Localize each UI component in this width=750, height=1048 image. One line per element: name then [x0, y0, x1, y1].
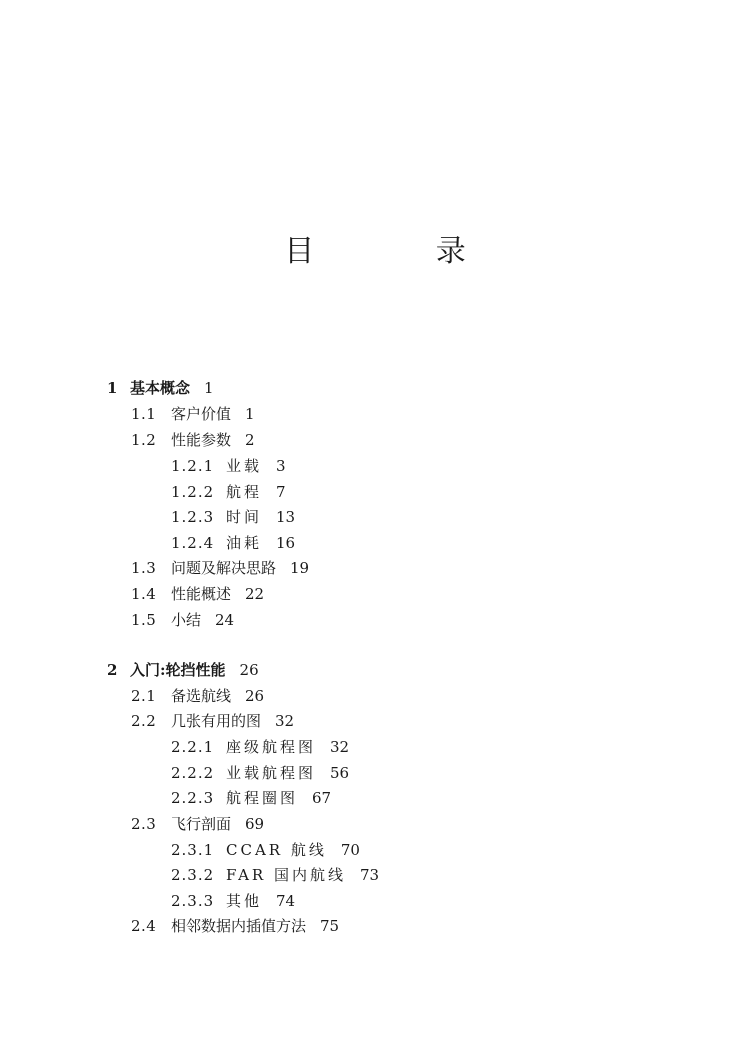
toc-entry[interactable]	[171, 840, 360, 860]
toc-entry-title: 油耗	[226, 534, 263, 552]
toc-entry[interactable]	[171, 507, 295, 527]
toc-entry-page: 73	[360, 866, 380, 884]
toc-entry-number: 1.2	[131, 431, 157, 449]
toc-entry-number: 1.2.3	[171, 508, 215, 526]
toc-entry-title: 几张有用的图	[171, 712, 262, 730]
toc-entry-number: 2.2	[131, 712, 157, 730]
toc-entry-page: 69	[245, 815, 265, 833]
toc-entry[interactable]	[171, 482, 286, 502]
toc-entry-page: 67	[312, 789, 332, 807]
toc-entry-number: 1.2.1	[171, 457, 215, 475]
toc-entry-title: 小结	[171, 611, 202, 629]
toc-entry[interactable]	[131, 814, 264, 834]
toc-entry-title: 时间	[226, 508, 263, 526]
toc-entry-title: 基本概念	[130, 379, 191, 397]
toc-entry[interactable]	[171, 763, 349, 783]
toc-entry-number: 2.3.2	[171, 866, 215, 884]
toc-entry-number: 1.5	[131, 611, 157, 629]
toc-entry-number: 2.2.1	[171, 738, 215, 756]
toc-entry-page: 32	[275, 712, 295, 730]
toc-entry-title: 航程	[226, 483, 263, 501]
toc-entry[interactable]	[171, 533, 295, 553]
toc-entry-title: 性能参数	[171, 431, 232, 449]
toc-entry[interactable]	[131, 686, 264, 706]
toc-entry-number: 2.1	[131, 687, 157, 705]
toc-entry-page: 75	[320, 917, 340, 935]
toc-entry-page: 26	[245, 687, 265, 705]
toc-entry-page: 2	[245, 431, 255, 449]
toc-entry-page: 74	[276, 892, 296, 910]
toc-entry-page: 13	[276, 508, 296, 526]
toc-entry-page: 26	[239, 661, 259, 679]
toc-entry-number: 2.3.3	[171, 892, 215, 910]
toc-entry-page: 70	[340, 841, 360, 859]
toc-entry-title: 客户价值	[171, 405, 232, 423]
toc-entry-number: 1.3	[131, 559, 157, 577]
toc-entry-number: 1.1	[131, 405, 157, 423]
page-title: 目 录	[284, 234, 522, 269]
toc-entry-number: 1.2.4	[171, 534, 215, 552]
toc-entry-page: 32	[330, 738, 350, 756]
toc-entry-number: 2.4	[131, 917, 157, 935]
toc-entry-title: 相邻数据内插值方法	[171, 917, 307, 935]
toc-entry-number: 2.3	[131, 815, 157, 833]
toc-entry[interactable]	[131, 711, 294, 731]
toc-entry-number: 2.2.2	[171, 764, 215, 782]
toc-entry[interactable]	[131, 430, 255, 450]
toc-entry-title: 航程圈图	[226, 789, 299, 807]
toc-entry[interactable]	[171, 737, 349, 757]
toc-entry-title: 性能概述	[171, 585, 232, 603]
toc-entry[interactable]	[107, 660, 259, 680]
toc-entry-number: 1	[107, 379, 118, 397]
toc-entry-page: 19	[290, 559, 310, 577]
toc-entry-number: 2.2.3	[171, 789, 215, 807]
toc-entry-title: 飞行剖面	[171, 815, 232, 833]
toc-entry[interactable]	[131, 610, 234, 630]
toc-entry-number: 1.2.2	[171, 483, 215, 501]
toc-entry[interactable]	[171, 788, 331, 808]
toc-entry[interactable]	[131, 558, 309, 578]
toc-entry-page: 56	[330, 764, 350, 782]
toc-entry[interactable]	[171, 456, 286, 476]
toc-entry-page: 3	[276, 457, 286, 475]
toc-entry-page: 16	[276, 534, 296, 552]
toc-entry-page: 1	[245, 405, 255, 423]
toc-entry-title: CCAR 航线	[226, 841, 327, 859]
toc-entry[interactable]	[131, 404, 255, 424]
toc-entry-title: 问题及解决思路	[171, 559, 277, 577]
toc-entry-title: 业载航程图	[226, 764, 317, 782]
toc-entry[interactable]	[131, 584, 264, 604]
toc-entry[interactable]	[131, 916, 339, 936]
toc-entry-number: 2.3.1	[171, 841, 215, 859]
toc-entry-title: 入门:轮挡性能	[130, 661, 226, 679]
toc-entry-number: 2	[107, 661, 118, 679]
toc-entry-number: 1.4	[131, 585, 157, 603]
toc-entry-title: 业载	[226, 457, 263, 475]
toc-entry-title: 备选航线	[171, 687, 232, 705]
toc-entry-page: 24	[215, 611, 235, 629]
toc-entry-title: 其他	[226, 892, 263, 910]
toc-entry-page: 7	[276, 483, 286, 501]
toc-entry[interactable]	[107, 378, 214, 398]
toc-entry-page: 1	[204, 379, 214, 397]
toc-entry-title: 座级航程图	[226, 738, 317, 756]
toc-entry[interactable]	[171, 865, 379, 885]
toc-entry[interactable]	[171, 891, 295, 911]
toc-entry-title: FAR 国内航线	[226, 866, 346, 884]
toc-entry-page: 22	[245, 585, 265, 603]
